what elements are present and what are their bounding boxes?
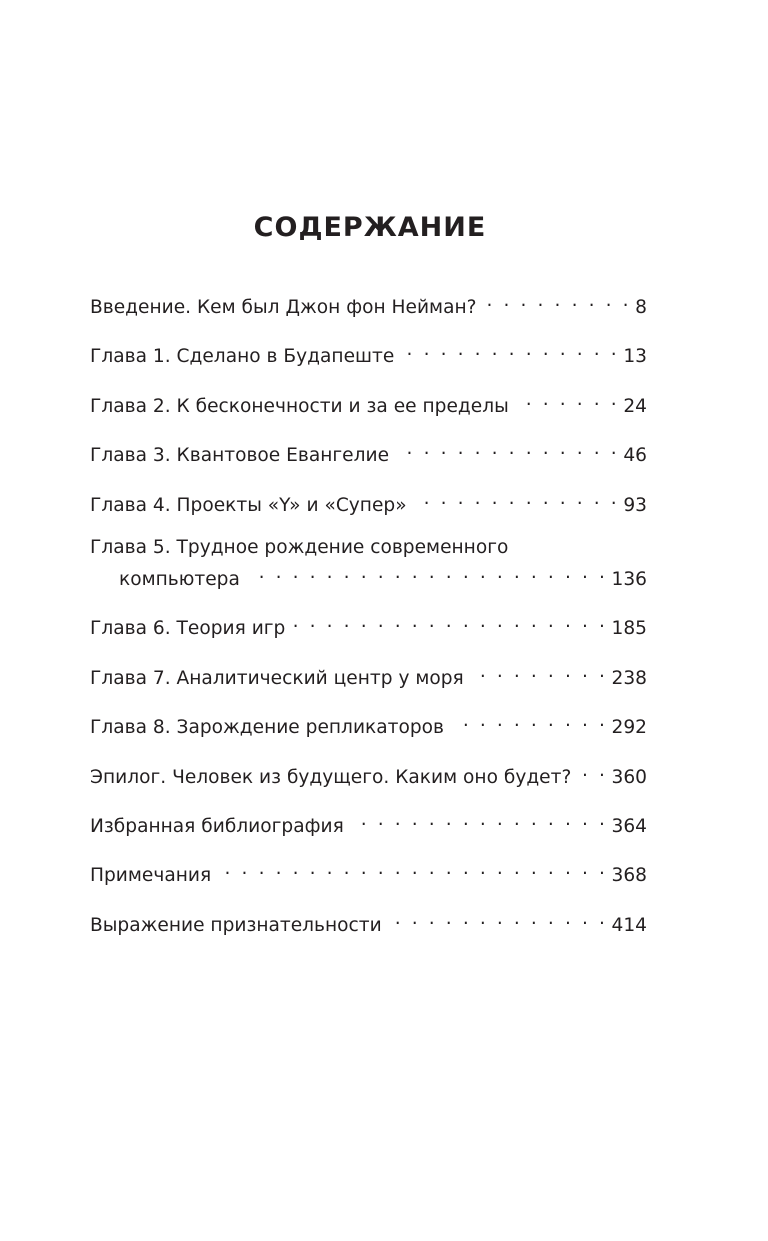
- toc-entry-title: Глава 8. Зарождение репликаторов: [90, 717, 444, 739]
- dot-leader: [388, 906, 608, 931]
- dot-leader: [217, 856, 607, 881]
- toc-page-number: 46: [623, 445, 647, 467]
- toc-title: СОДЕРЖАНИЕ: [253, 212, 487, 243]
- toc-entry-title: Глава 2. К бесконечности и за ее пределы: [90, 395, 509, 417]
- toc-entry-title: Эпилог. Человек из будущего. Каким оно будет?: [90, 766, 572, 788]
- dot-leader: [395, 436, 619, 461]
- toc-entry-notes[interactable]: [90, 856, 647, 888]
- toc-entry-chapter-5[interactable]: [90, 535, 647, 592]
- toc-entry-chapter-3[interactable]: [90, 436, 647, 468]
- dot-leader: [291, 609, 607, 634]
- toc-entry-introduction[interactable]: [90, 288, 647, 320]
- toc-page-number: 414: [611, 914, 647, 936]
- toc-entry-chapter-4[interactable]: [90, 486, 647, 518]
- toc-entry-chapter-7[interactable]: [90, 659, 647, 691]
- dot-leader: [413, 486, 620, 511]
- toc-page-number: 136: [611, 568, 647, 590]
- dot-leader: [450, 708, 608, 733]
- toc-entry-title: Примечания: [90, 865, 212, 887]
- dot-leader: [246, 560, 608, 585]
- toc-entry-title: Глава 4. Проекты «Y» и «Супер»: [90, 494, 407, 516]
- dot-leader: [577, 758, 607, 783]
- toc-entry-title: Глава 6. Теория игр: [90, 618, 286, 640]
- table-of-contents: [90, 288, 647, 955]
- dot-leader: [515, 387, 620, 412]
- toc-page-number: 364: [611, 815, 647, 837]
- dot-leader: [470, 659, 608, 684]
- toc-entry-title: Выражение признательности: [90, 914, 382, 936]
- toc-page-number: 8: [635, 297, 647, 318]
- toc-page-number: 360: [611, 766, 647, 788]
- toc-entry-title: Глава 5. Трудное рождение современного: [90, 536, 509, 558]
- toc-page-number: 185: [611, 618, 647, 640]
- toc-page-number: 238: [611, 667, 647, 689]
- toc-entry-chapter-6[interactable]: [90, 609, 647, 641]
- dot-leader: [482, 288, 631, 313]
- toc-entry-acknowledgements[interactable]: [90, 906, 647, 938]
- dot-leader: [400, 337, 619, 362]
- toc-entry-title: Глава 3. Квантовое Евангелие: [90, 445, 390, 467]
- toc-page-number: 13: [623, 346, 647, 368]
- toc-entry-title: Глава 7. Аналитический центр у моря: [90, 667, 464, 689]
- toc-entry-title: Избранная библиография: [90, 815, 344, 837]
- toc-entry-chapter-2[interactable]: [90, 387, 647, 419]
- toc-page-number: 93: [623, 494, 647, 516]
- toc-entry-title-continuation: компьютера: [119, 568, 240, 590]
- toc-entry-bibliography[interactable]: [90, 807, 647, 839]
- toc-entry-epilogue[interactable]: [90, 758, 647, 790]
- toc-entry-title: Глава 1. Сделано в Будапеште: [90, 346, 395, 368]
- toc-entry-chapter-8[interactable]: [90, 708, 647, 740]
- toc-entry-title: Введение. Кем был Джон фон Нейман?: [90, 297, 477, 318]
- toc-page-number: 368: [611, 865, 647, 887]
- toc-entry-chapter-1[interactable]: [90, 337, 647, 369]
- dot-leader: [350, 807, 608, 832]
- toc-page-number: 24: [623, 395, 647, 417]
- toc-page-number: 292: [611, 717, 647, 739]
